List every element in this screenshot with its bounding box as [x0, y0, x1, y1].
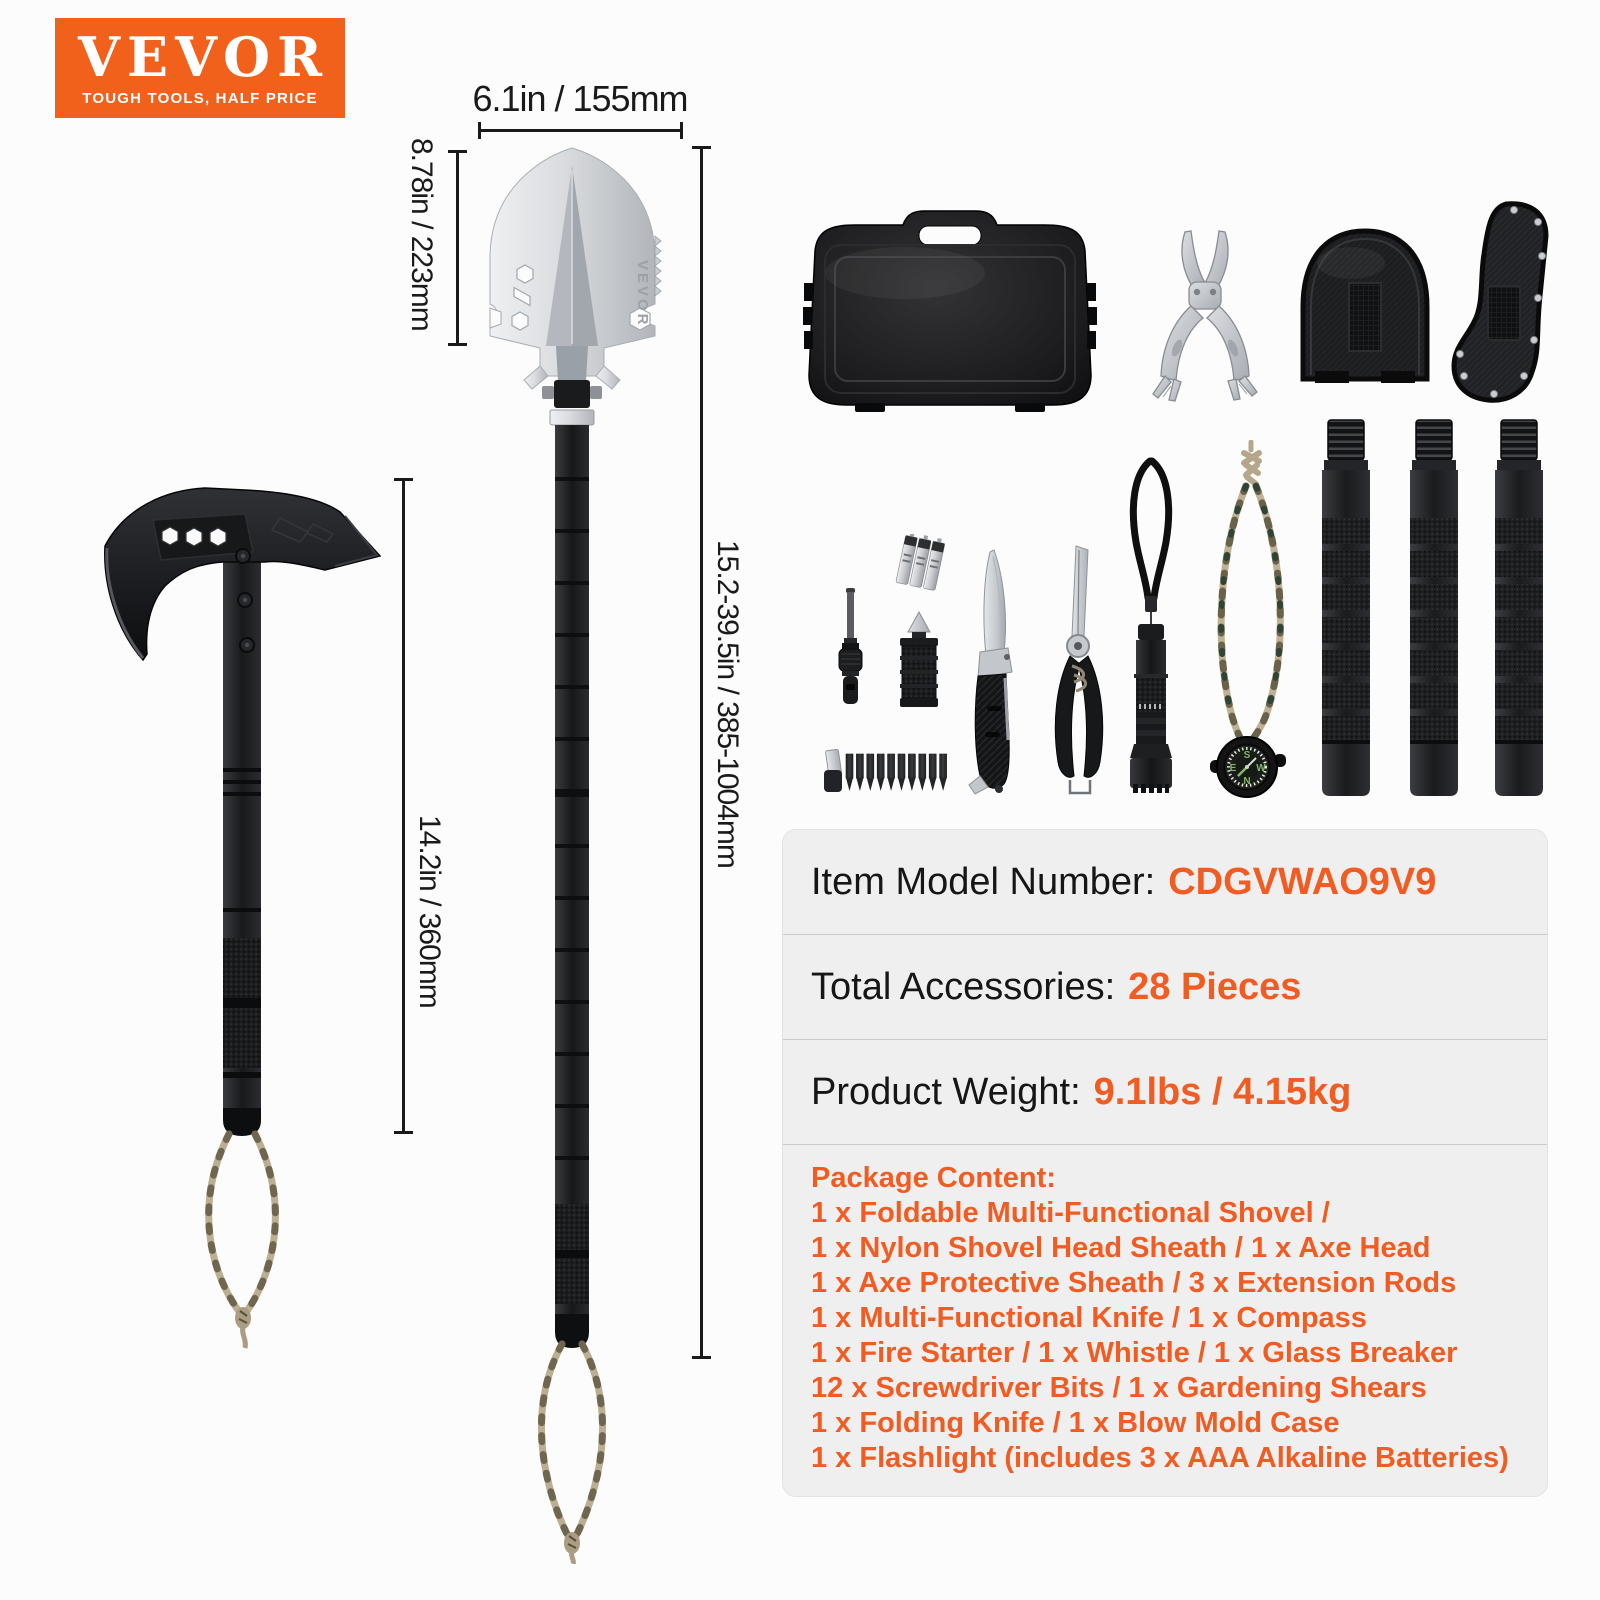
dim-line-axe-total-length — [402, 478, 405, 1134]
shovel-sheath-photo — [1291, 223, 1439, 385]
package-content-line: 1 x Nylon Shovel Head Sheath / 1 x Axe Head — [811, 1232, 1431, 1264]
spec-row-total-accessories — [783, 935, 1547, 1040]
package-content-line: 12 x Screwdriver Bits / 1 x Gardening Shears — [811, 1372, 1427, 1404]
spec-label: Item Model Number: — [811, 860, 1156, 903]
extension-rod-1 — [1322, 420, 1370, 796]
blow-mold-case-photo — [785, 203, 1115, 425]
brand-tagline: TOUGH TOOLS, HALF PRICE — [82, 89, 318, 107]
folding-knife-photo — [960, 548, 1020, 796]
package-content-line: 1 x Multi-Functional Knife / 1 x Compass — [811, 1302, 1367, 1334]
fire-starter-photo — [833, 588, 867, 710]
compass-letter-w: W — [1256, 763, 1266, 774]
spec-row-product-weight — [783, 1040, 1547, 1145]
compass-letter-n: N — [1243, 776, 1251, 787]
spec-row-model-number — [783, 830, 1547, 935]
package-content — [783, 1145, 1547, 1476]
spec-value: CDGVWAO9V9 — [1168, 860, 1437, 903]
extension-rod-2 — [1410, 420, 1458, 796]
extension-rods-photo — [1318, 418, 1547, 798]
axe-sheath-photo — [1444, 200, 1552, 406]
package-content-line: 1 x Foldable Multi-Functional Shovel / — [811, 1197, 1330, 1229]
tactical-axe-photo — [95, 468, 395, 1368]
glass-breaker-photo — [890, 610, 948, 710]
dim-line-shovel-total-length — [700, 146, 703, 1359]
flashlight-photo — [1124, 456, 1176, 798]
compass-letter-s: S — [1243, 750, 1251, 761]
gardening-shears-photo — [1046, 544, 1112, 798]
dim-label-shovel-total-length: 15.2-39.5in / 385-1004mm — [711, 540, 744, 868]
aaa-batteries-photo — [893, 534, 957, 596]
dim-label-axe-total-length: 14.2in / 360mm — [413, 815, 446, 1008]
spec-value: 28 Pieces — [1128, 965, 1302, 1008]
package-content-line: 1 x Folding Knife / 1 x Blow Mold Case — [811, 1407, 1340, 1439]
package-content-title: Package Content: — [811, 1162, 1056, 1194]
package-content-line: 1 x Fire Starter / 1 x Whistle / 1 x Glass Breaker — [811, 1337, 1458, 1369]
screwdriver-bits-photo — [824, 748, 952, 794]
package-content-line: 1 x Axe Protective Sheath / 3 x Extension Rods — [811, 1267, 1457, 1299]
spec-label: Product Weight: — [811, 1070, 1081, 1113]
dim-label-shovel-head-width: 6.1in / 155mm — [472, 78, 688, 119]
extension-rod-3 — [1495, 420, 1543, 796]
multitool-pliers-photo — [1135, 226, 1275, 404]
brand-name: VEVOR — [78, 24, 329, 89]
vevor-logo — [55, 18, 345, 118]
dim-line-shovel-head-width — [478, 129, 683, 132]
folding-shovel-photo — [458, 144, 688, 1564]
compass-letter-e: E — [1229, 763, 1237, 774]
spec-value: 9.1lbs / 4.15kg — [1093, 1070, 1352, 1113]
spec-panel — [782, 829, 1548, 1497]
spec-label: Total Accessories: — [811, 965, 1116, 1008]
dim-label-shovel-head-height: 8.78in / 223mm — [405, 138, 438, 331]
compass-lanyard-photo — [1206, 440, 1296, 800]
shovel-engraving: VEVOR — [634, 260, 651, 328]
compass-icon — [1210, 737, 1286, 797]
package-content-line: 1 x Flashlight (includes 3 x AAA Alkaline Batteries) — [811, 1442, 1509, 1474]
